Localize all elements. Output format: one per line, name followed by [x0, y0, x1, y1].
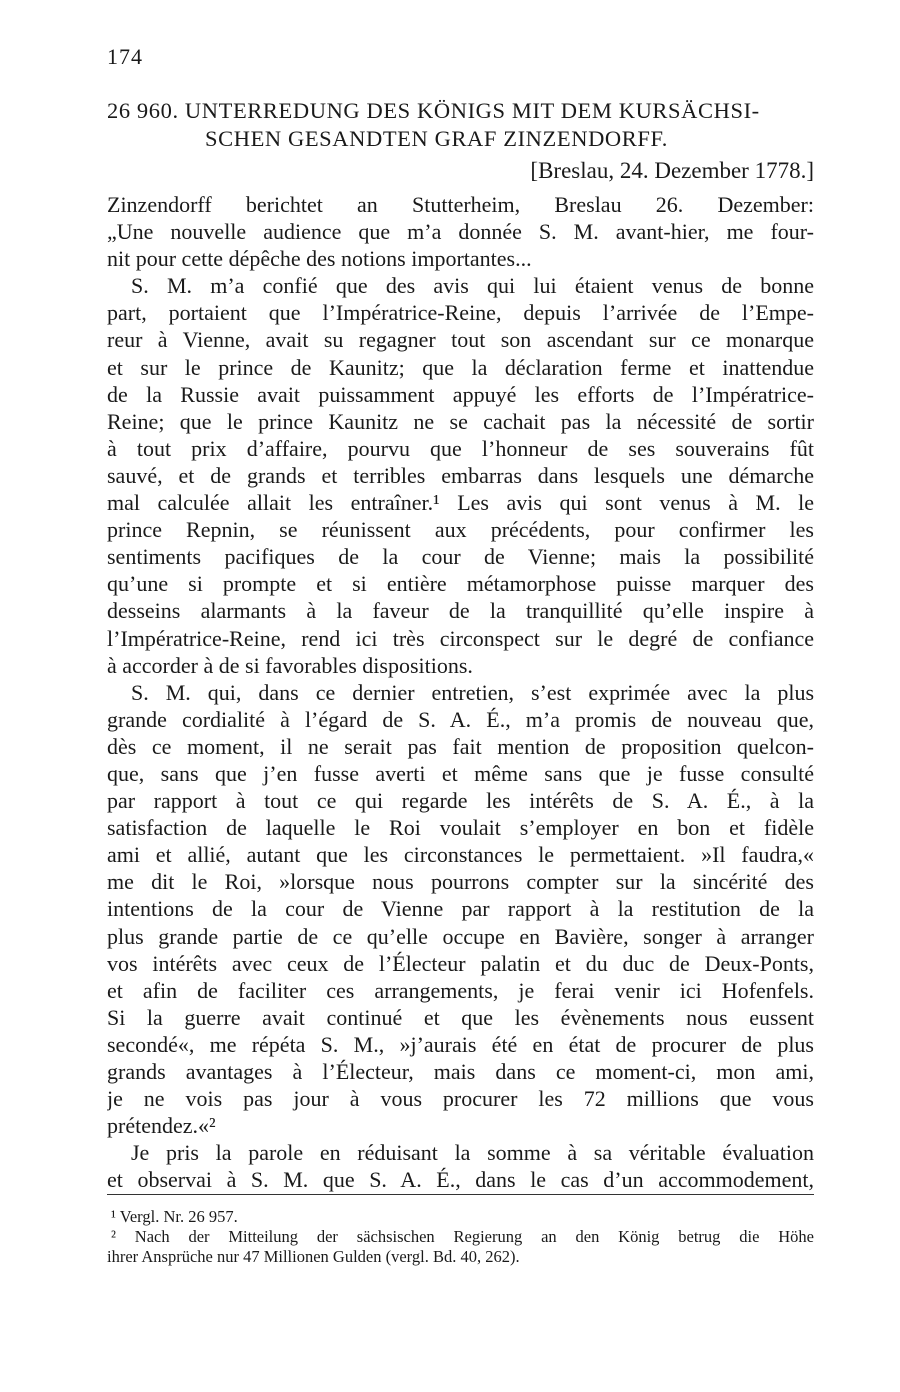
body-line: prince Repnin, se réunissent aux précédents, pour confirmer les [107, 517, 814, 543]
body-line: reur à Vienne, avait su regagner tout son ascendant sur ce monarque [107, 327, 814, 353]
body-text [107, 191, 814, 1193]
body-line: sentiments pacifiques de la cour de Vienne; mais la possibilité [107, 544, 814, 570]
body-line: vos intérêts avec ceux de l’Électeur palatin et du duc de Deux-Ponts, [107, 950, 814, 976]
body-line: desseins alarmants à la faveur de la tranquillité qu’elle inspire à [107, 598, 814, 624]
body-line: satisfaction de laquelle le Roi voulait s’employer en bon et fidèle [107, 815, 814, 841]
footnote-1: ¹ Vergl. Nr. 26 957. [111, 1207, 238, 1226]
body-line: sauvé, et de grands et terribles embarras dans lesquels une démarche [107, 462, 814, 488]
body-line: et afin de faciliter ces arrangements, je ferai venir ici Hofenfels. [107, 977, 814, 1003]
body-line: l’Impératrice-Reine, rend ici très circonspect sur le degré de confiance [107, 625, 814, 651]
footnotes [107, 1207, 814, 1267]
body-line: S. M. qui, dans ce dernier entretien, s’est exprimée avec la plus [131, 679, 814, 705]
document-heading [107, 97, 813, 153]
body-line: me dit le Roi, »lorsque nous pourrons compter sur la sincérité des [107, 869, 814, 895]
body-line: grande cordialité à l’égard de S. A. É., m’a promis de nouveau que, [107, 706, 814, 732]
body-line: à tout prix d’affaire, pourvu que l’honneur de ses souverains fût [107, 435, 814, 461]
body-line: plus grande partie de ce qu’elle occupe en Bavière, songer à arranger [107, 923, 814, 949]
body-line: Je pris la parole en réduisant la somme à sa véritable évaluation [131, 1140, 814, 1166]
body-line: part, portaient que l’Impératrice-Reine, depuis l’arrivée de l’Empe- [107, 300, 814, 326]
body-line: S. M. m’a confié que des avis qui lui étaient venus de bonne [131, 273, 814, 299]
body-line: prétendez.«² [107, 1113, 216, 1139]
heading-line-2: SCHEN GESANDTEN GRAF ZINZENDORFF. [205, 126, 669, 151]
body-line: grands avantages à l’Électeur, mais dans ce moment-ci, mon ami, [107, 1059, 814, 1084]
footnote-divider [107, 1194, 814, 1195]
body-line: que, sans que j’en fusse averti et même sans que je fusse consulté [107, 760, 814, 786]
body-line: Si la guerre avait continué et que les évènements nous eussent [107, 1004, 814, 1030]
body-line: par rapport à tout ce qui regarde les intérêts de S. A. É., à la [107, 788, 814, 814]
body-line: à accorder à de si favorables dispositions. [107, 652, 473, 678]
body-line: ami et allié, autant que les circonstances le permettaient. »Il faudra,« [107, 842, 814, 868]
body-line: „Une nouvelle audience que m’a donnée S. M. avant-hier, me four- [107, 219, 814, 245]
dateline: [Breslau, 24. Dezember 1778.] [530, 158, 814, 183]
body-line: et observai à S. M. que S. A. É., dans le cas d’un accommodement, [107, 1167, 814, 1193]
heading-line-1: 26 960. UNTERREDUNG DES KÖNIGS MIT DEM KURSÄCHSI- [107, 98, 760, 123]
body-line: de la Russie avait puissamment appuyé les efforts de l’Impératrice- [107, 381, 814, 407]
body-line: mal calculée allait les entraîner.¹ Les avis qui sont venus à M. le [107, 490, 814, 516]
body-line: intentions de la cour de Vienne par rapport à la restitution de la [107, 896, 814, 922]
body-line: secondé«, me répéta S. M., »j’aurais été en état de procurer de plus [107, 1031, 814, 1057]
body-line: nit pour cette dépêche des notions importantes... [107, 246, 532, 272]
footnote-2-continuation: ihrer Ansprüche nur 47 Millionen Gulden (vergl. Bd. 40, 262). [107, 1247, 520, 1266]
body-line: dès ce moment, il ne serait pas fait mention de proposition quelcon- [107, 733, 814, 759]
body-line: Zinzendorff berichtet an Stutterheim, Breslau 26. Dezember: [107, 192, 814, 217]
body-line: je ne vois pas jour à vous procurer les 72 millions que vous [107, 1086, 814, 1112]
footnote-2: ² Nach der Mitteilung der sächsischen Regierung an den König betrug die Höhe [111, 1227, 814, 1246]
body-line: qu’une si prompte et si entière métamorphose puisse marquer des [107, 571, 814, 597]
body-line: et sur le prince de Kaunitz; que la déclaration ferme et inattendue [107, 354, 814, 380]
page-number: 174 [107, 44, 143, 69]
body-line: Reine; que le prince Kaunitz ne se cachait pas la nécessité de sortir [107, 408, 814, 434]
